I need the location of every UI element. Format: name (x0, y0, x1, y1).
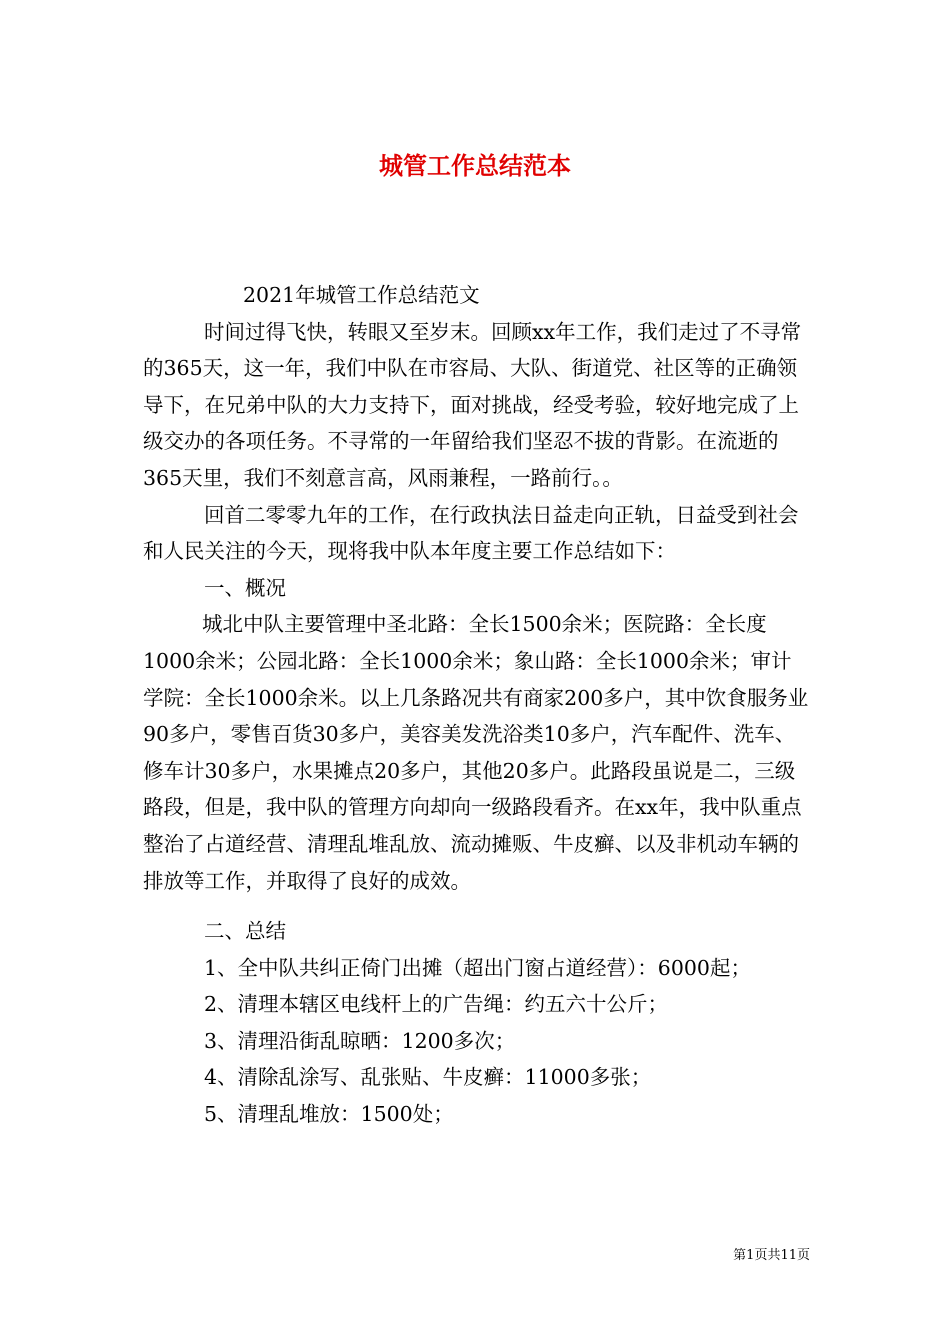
paragraph-intro: 时间过得飞快，转眼又至岁末。回顾xx年工作，我们走过了不寻常的365天，这一年，我们中队在市容局、大队、街道党、社区等的正确领导下，在兄弟中队的大力支持下，面对挑战，经受考验，较好地完成了上级交办的各项任务。不寻常的一年留给我们坚忍不拔的背影。在流逝的365天里，我们不刻意言高，风雨兼程，一路前行。。 (143, 319, 802, 490)
section-heading-overview: 一、概况 (204, 575, 286, 600)
document-body (143, 277, 809, 1133)
paragraph-spacer (143, 899, 809, 913)
list-item: 5、清理乱堆放：1500处； (204, 1102, 454, 1127)
document-subtitle: 2021年城管工作总结范文 (243, 283, 480, 307)
list-item: 4、清除乱涂写、乱张贴、牛皮癣：11000多张； (204, 1065, 652, 1090)
page-indicator: 第1页共11页 (733, 1248, 810, 1263)
list-item: 1、全中队共纠正倚门出摊（超出门窗占道经营）：6000起； (204, 955, 751, 980)
page-title: 城管工作总结范本 (379, 151, 571, 181)
list-item: 2、清理本辖区电线杆上的广告绳：约五六十公斤； (204, 992, 669, 1017)
section-heading-summary: 二、总结 (204, 919, 286, 944)
list-item: 3、清理沿街乱晾晒：1200多次； (204, 1028, 516, 1053)
paragraph-overview: 城北中队主要管理中圣北路：全长1500余米；医院路：全长度1000余米；公园北路：全长1000余米；象山路：全长1000余米；审计学院：全长1000余米。以上几条路况共有商家200多户，其中饮食服务业90多户，零售百货30多户，美容美发洗浴类10多户，汽车配件、洗车、修车计30多户，水果摊点20多户，其他20多户。此路段虽说是二，三级路段，但是，我中队的管理方向却向一级路段看齐。在xx年，我中队重点整治了占道经营、清理乱堆乱放、流动摊贩、牛皮癣、以及非机动车辆的排放等工作，并取得了良好的成效。 (143, 612, 809, 893)
paragraph-review: 回首二零零九年的工作，在行政执法日益走向正轨，日益受到社会和人民关注的今天，现将我中队本年度主要工作总结如下： (143, 502, 799, 564)
